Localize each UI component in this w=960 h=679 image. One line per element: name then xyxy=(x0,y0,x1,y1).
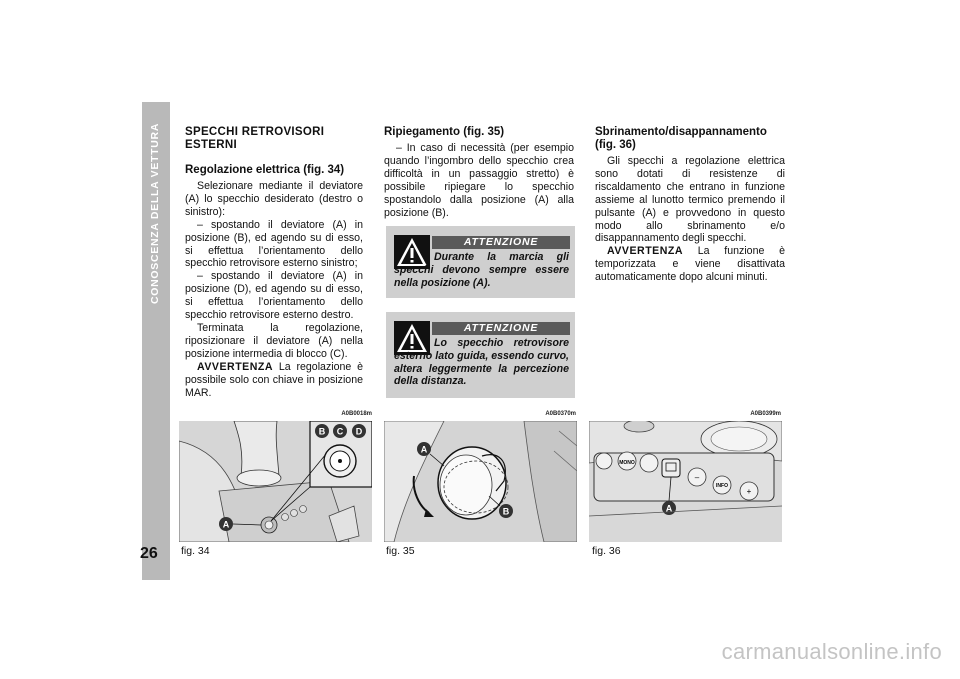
note-label: AVVERTENZA xyxy=(197,360,274,373)
marker-a: A xyxy=(222,519,230,530)
column-defrost xyxy=(595,126,785,284)
figure-caption: fig. 36 xyxy=(592,545,621,557)
subheading-defrost: Sbrinamento/disappannamento (fig. 36) xyxy=(595,126,767,151)
minus-button-label: – xyxy=(694,473,700,482)
section-heading: SPECCHI RETROVISORI ESTERNI xyxy=(185,126,325,151)
figure-code: A0B0370m xyxy=(545,411,576,417)
note-text: La funzione è temporizzata e viene disattivata automaticamente dopo alcuni minuti. xyxy=(595,245,785,284)
marker-c: C xyxy=(336,426,344,437)
paragraph: Terminata la regolazione, riposizionare il deviatore (A) nella posizione intermedia di blocco (C). xyxy=(185,321,363,360)
paragraph: – spostando il deviatore (A) in posizione (B), ed agendo su di esso, si effettua l’orientamento dello specchio retrovisore esterno sinistro; xyxy=(185,218,363,270)
column-folding xyxy=(384,126,574,219)
column-mirror-adjustment xyxy=(185,126,363,399)
note xyxy=(185,361,363,400)
warning-box xyxy=(386,312,575,398)
figure-mirror-switch xyxy=(179,421,372,542)
info-button-label: INFO xyxy=(716,483,728,489)
marker-a: A xyxy=(420,444,428,455)
section-title: CONOSCENZA DELLA VETTURA xyxy=(149,122,161,304)
marker-b: B xyxy=(502,506,510,517)
warning-title: ATTENZIONE xyxy=(432,236,570,249)
paragraph: Selezionare mediante il deviatore (A) lo specchio desiderato (destro o sinistro): xyxy=(185,180,363,218)
subheading-electric-adjustment: Regolazione elettrica (fig. 34) xyxy=(185,164,345,176)
page-number: 26 xyxy=(140,545,158,562)
figure-code: A0B0018m xyxy=(341,411,372,417)
paragraph: Gli specchi a regolazione elettrica sono dotati di resistenze di riscaldamento che entrano in funzione assieme al lunotto termico premendo il pulsante (A) e provvedono in questo modo allo sbrinamento e/o disappannamento degli specchi. xyxy=(595,155,785,245)
mono-button-label: MONO xyxy=(619,460,635,466)
marker-b: B xyxy=(318,426,326,437)
paragraph: – spostando il deviatore (A) in posizione (D), ed agendo su di esso, si effettua l’orientamento dello specchio retrovisore esterno destro. xyxy=(185,270,363,322)
warning-text: Durante la marcia gli specchi devono sempre essere nella posizione (A). xyxy=(394,251,569,289)
subheading-folding: Ripiegamento (fig. 35) xyxy=(384,126,505,138)
marker-a: A xyxy=(665,503,673,514)
figure-caption: fig. 35 xyxy=(386,545,415,557)
marker-d: D xyxy=(355,426,363,437)
watermark: carmanualsonline.info xyxy=(721,639,942,664)
figure-code: A0B0399m xyxy=(750,411,781,417)
plus-button-label: + xyxy=(746,487,752,496)
note-label: AVVERTENZA xyxy=(607,245,684,258)
warning-text: Lo specchio retrovisore esterno lato guida, essendo curvo, altera leggermente la percezione della distanza. xyxy=(394,337,569,388)
note-text: La regolazione è possibile solo con chiave in posizione MAR. xyxy=(185,360,363,399)
warning-title: ATTENZIONE xyxy=(432,322,570,335)
figure-mirror-folding xyxy=(384,421,577,542)
paragraph: – In caso di necessità (per esempio quando l’ingombro dello specchio crea difficoltà in un passaggio stretto) è possibile ripiegare lo specchio spostandolo dalla posizione (A) alla posizione (B). xyxy=(384,142,574,219)
figure-defrost-button xyxy=(589,421,782,542)
warning-box xyxy=(386,226,575,298)
figure-caption: fig. 34 xyxy=(181,545,210,557)
note xyxy=(595,245,785,284)
